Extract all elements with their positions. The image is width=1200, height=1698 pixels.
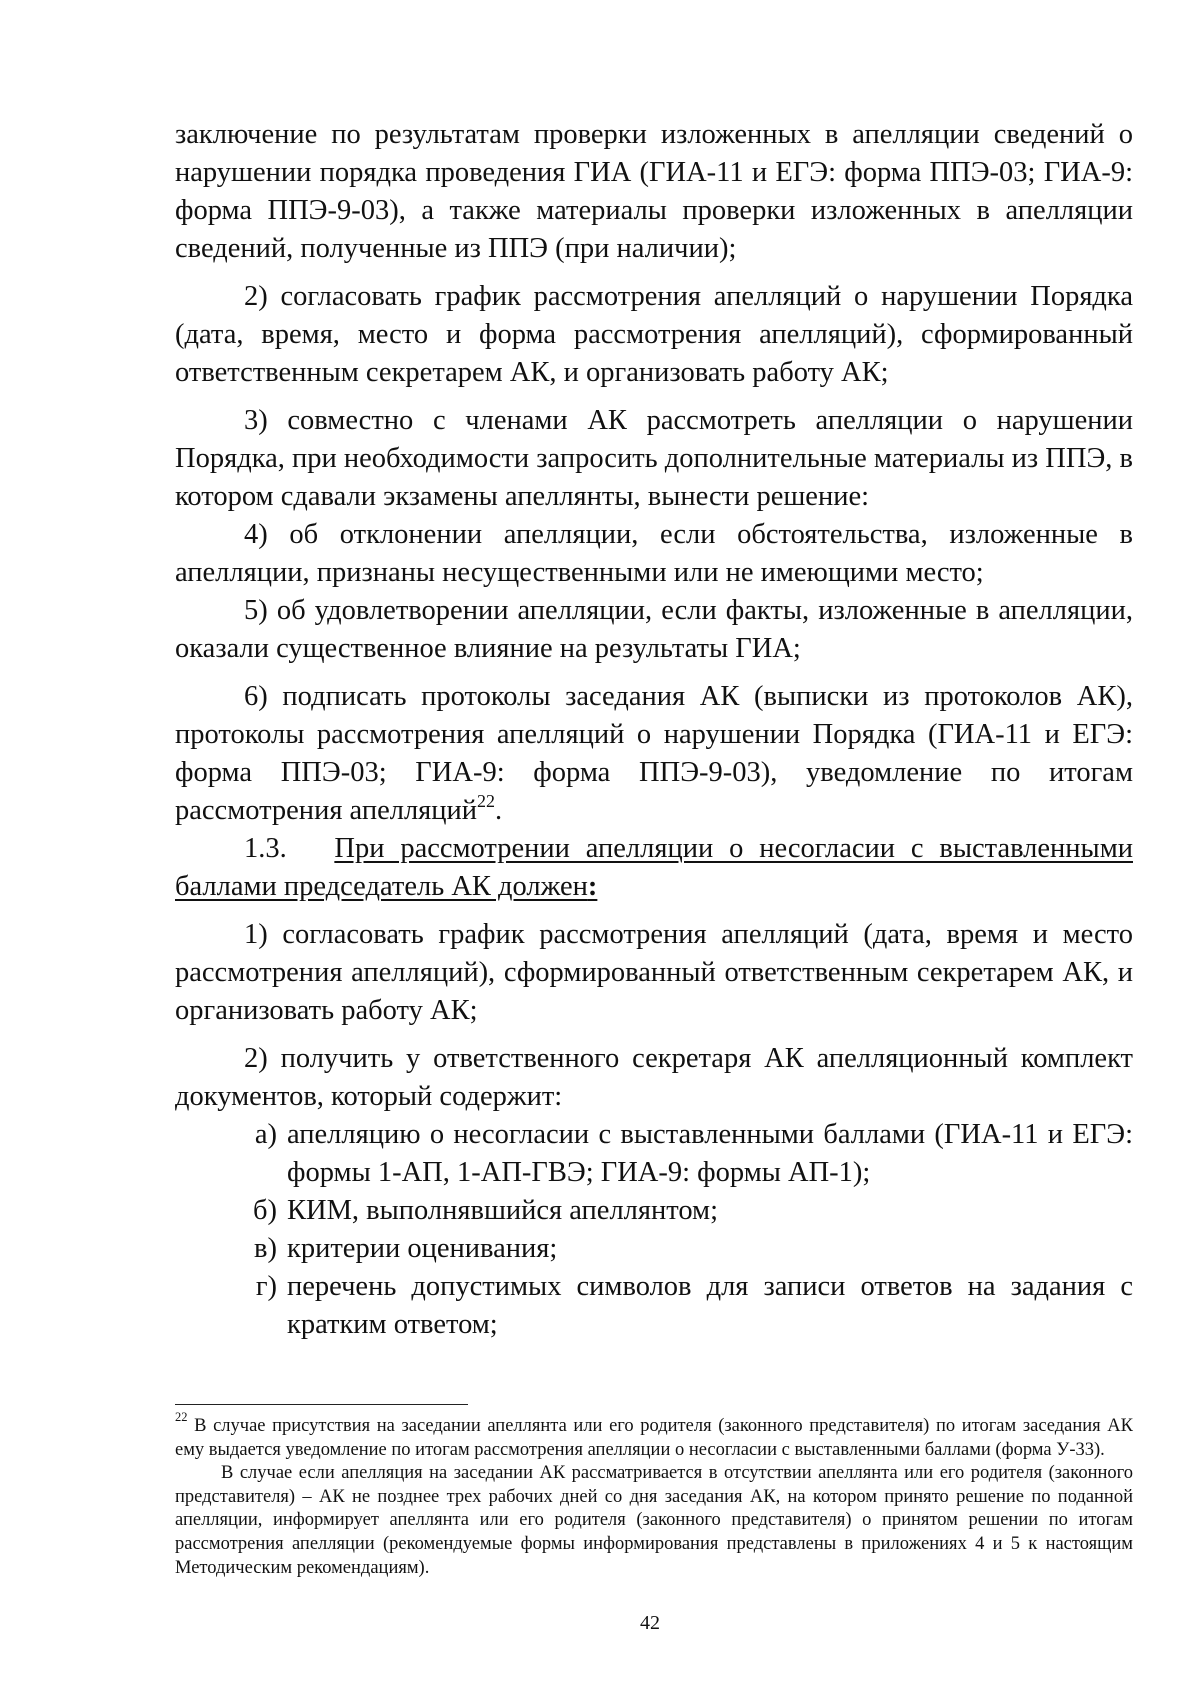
- footnotes: [175, 1409, 1133, 1580]
- list-marker: г): [255, 1271, 277, 1302]
- paragraph-item-6: [175, 678, 1133, 830]
- paragraph-item-6-end: .: [495, 795, 503, 826]
- section-heading-1-3: [175, 830, 1133, 906]
- paragraph-item-4: 4) об отклонении апелляции, если обстоятельства, изложенные в апелляции, признаны несущественными или не имеющими место;: [175, 519, 1133, 588]
- main-text: [175, 116, 1133, 1344]
- list-item-text: КИМ, выполнявшийся апеллянтом;: [287, 1195, 719, 1226]
- list-marker: б): [253, 1195, 277, 1226]
- footnote-22-text: В случае присутствия на заседании апеллянта или его родителя (законного представителя) по итогам заседания АК ему выдается уведомление по итогам рассмотрения апелляции о несогласии с выставленными баллами (форма У-33).: [175, 1416, 1133, 1460]
- paragraph-item-2: 2) согласовать график рассмотрения апелляций о нарушении Порядка (дата, время, место и форма рассмотрения апелляций), сформированный ответственным секретарем АК, и организовать работу АК;: [175, 281, 1133, 388]
- footnote-separator: [175, 1404, 468, 1405]
- list-item-b: [175, 1192, 1133, 1230]
- paragraph-item-5: 5) об удовлетворении апелляции, если факты, изложенные в апелляции, оказали существенное влияние на результаты ГИА;: [175, 595, 1133, 664]
- paragraph-item-3: 3) совместно с членами АК рассмотреть апелляции о нарушении Порядка, при необходимости запросить дополнительные материалы из ППЭ, в котором сдавали экзамены апеллянты, вынести решение:: [175, 405, 1133, 512]
- list-marker: а): [254, 1119, 277, 1150]
- paragraph-1-3-item-1: 1) согласовать график рассмотрения апелляций (дата, время и место рассмотрения апелляций), сформированный ответственным секретарем АК, и организовать работу АК;: [175, 919, 1133, 1026]
- page-number: 42: [640, 1612, 660, 1634]
- list-item-text: апелляцию о несогласии с выставленными баллами (ГИА-11 и ЕГЭ: формы 1-АП, 1-АП-ГВЭ; ГИА-9: формы АП-1);: [287, 1119, 1133, 1188]
- list-item-a: [175, 1116, 1133, 1192]
- section-heading-text: При рассмотрении апелляции о несогласии с выставленными баллами председатель АК должен: [175, 833, 1133, 902]
- section-heading-colon: :: [587, 871, 598, 902]
- footnote-22: [175, 1409, 1133, 1462]
- list-item-text: критерии оценивания;: [287, 1233, 558, 1264]
- paragraph-1-3-item-2: 2) получить у ответственного секретаря АК апелляционный комплект документов, который содержит:: [175, 1043, 1133, 1112]
- section-number: 1.3.: [244, 833, 287, 864]
- list-item-v: [175, 1230, 1133, 1268]
- paragraph-continuation: заключение по результатам проверки изложенных в апелляции сведений о нарушении порядка проведения ГИА (ГИА-11 и ЕГЭ: форма ППЭ-03; ГИА-9: форма ППЭ-9-03), а также материалы проверки изложенных в апелляции сведений, полученные из ППЭ (при наличии);: [175, 119, 1133, 264]
- footnote-marker: 22: [175, 1409, 188, 1424]
- footnote-22-continuation: В случае если апелляция на заседании АК рассматривается в отсутствии апеллянта или его родителя (законного представителя) – АК не позднее трех рабочих дней со дня заседания АК, на котором принято решение по поданной апелляции, информирует апеллянта или его родителя (законного представителя) о принятом решении по итогам рассмотрения апелляции (рекомендуемые формы информирования представлены в приложениях 4 и 5 к настоящим Методическим рекомендациям).: [175, 1463, 1133, 1578]
- list-marker: в): [254, 1233, 277, 1264]
- footnote-reference[interactable]: 22: [477, 790, 496, 811]
- list-item-g: [175, 1268, 1133, 1344]
- list-item-text: перечень допустимых символов для записи ответов на задания с кратким ответом;: [287, 1271, 1133, 1340]
- paragraph-item-6-text: 6) подписать протоколы заседания АК (выписки из протоколов АК), протоколы рассмотрения апелляций о нарушении Порядка (ГИА-11 и ЕГЭ: форма ППЭ-03; ГИА-9: форма ППЭ-9-03), уведомление по итогам рассмотрения апелляций: [175, 681, 1133, 826]
